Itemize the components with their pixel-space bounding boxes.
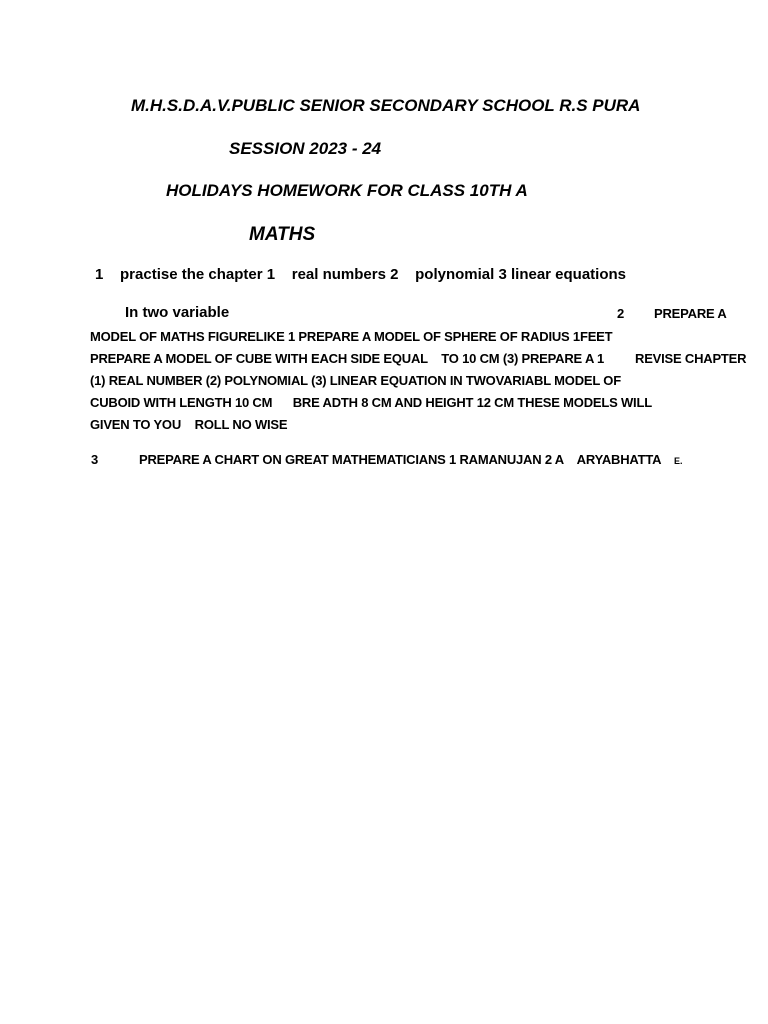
item-2-line: MODEL OF MATHS FIGURELIKE 1 PREPARE A MODEL OF SPHERE OF RADIUS 1FEET — [90, 329, 613, 344]
item-2-line: (1) REAL NUMBER (2) POLYNOMIAL (3) LINEAR EQUATION IN TWOVARIABL MODEL OF — [90, 373, 621, 388]
item-2-line: PREPARE A MODEL OF CUBE WITH EACH SIDE EQUAL TO 10 CM (3) PREPARE A 1 — [90, 351, 605, 366]
item-2-number: 2 — [617, 306, 625, 321]
item-3-text: PREPARE A CHART ON GREAT MATHEMATICIANS 1 RAMANUJAN 2 A ARYABHATTA — [139, 452, 662, 467]
item-1-line-1: 1 practise the chapter 1 real numbers 2 polynomial 3 linear equations — [95, 266, 627, 283]
subject-title: MATHS — [249, 224, 316, 245]
item-3-suffix: E. — [674, 456, 683, 466]
session-line: SESSION 2023 - 24 — [229, 139, 382, 158]
item-2-line: GIVEN TO YOU ROLL NO WISE — [90, 417, 288, 432]
item-2-lead: PREPARE A — [654, 306, 727, 321]
homework-title: HOLIDAYS HOMEWORK FOR CLASS 10TH A — [166, 181, 528, 200]
item-2-line: REVISE CHAPTER — [635, 351, 747, 366]
school-name: M.H.S.D.A.V.PUBLIC SENIOR SECONDARY SCHOOL R.S PURA — [131, 96, 641, 115]
item-1-line-2: In two variable — [125, 304, 230, 321]
item-3-number: 3 — [91, 452, 99, 467]
item-2-line: CUBOID WITH LENGTH 10 CM BRE ADTH 8 CM AND HEIGHT 12 CM THESE MODELS WILL — [90, 395, 652, 410]
